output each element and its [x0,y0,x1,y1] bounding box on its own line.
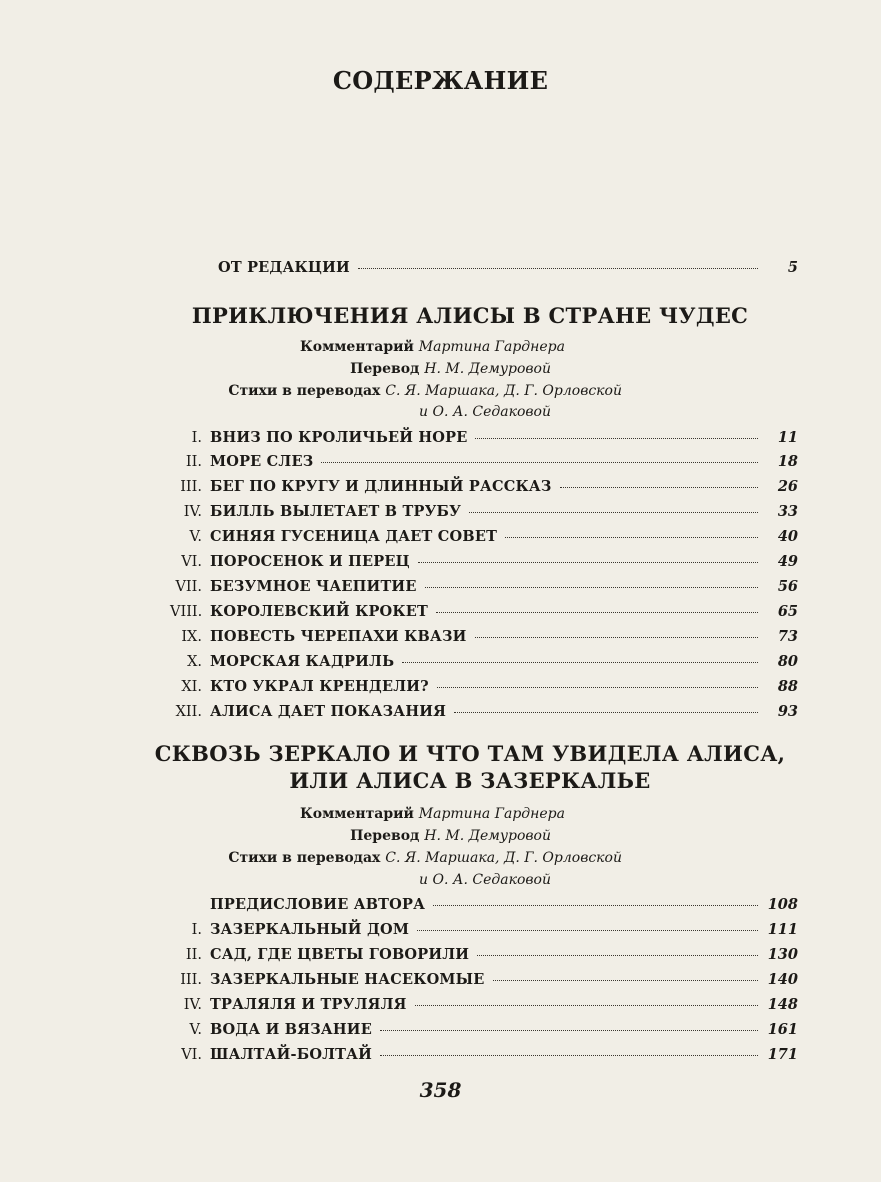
page-number: 358 [419,1078,462,1102]
part2-title-line2: ИЛИ АЛИСА В ЗАЗЕРКАЛЬЕ [289,768,651,793]
toc-entry: II. МОРЕ СЛЕЗ 18 [185,453,798,470]
toc-entry-editorial [218,259,798,276]
toc-entry: II. САД, ГДЕ ЦВЕТЫ ГОВОРИЛИ 130 [185,946,798,963]
toc-entry: III. ЗАЗЕРКАЛЬНЫЕ НАСЕКОМЫЕ 140 [180,971,798,988]
dot-leader [560,487,758,488]
part1-commentary-credit: Комментарий Мартина Гарднера [300,339,565,355]
dot-leader [418,562,758,563]
part2-title-line1: СКВОЗЬ ЗЕРКАЛО И ЧТО ТАМ УВИДЕЛА АЛИСА, [154,741,786,766]
part2-translation-credit: Перевод Н. М. Демуровой [350,828,551,844]
toc-entry: IV. ТРАЛЯЛЯ И ТРУЛЯЛЯ 148 [183,996,798,1013]
toc-entry: XI. КТО УКРАЛ КРЕНДЕЛИ? 88 [181,678,798,695]
dot-leader [425,587,758,588]
toc-entry: IX. ПОВЕСТЬ ЧЕРЕПАХИ КВАЗИ 73 [181,628,798,645]
part2-poems-credit-line2: и О. А. Седаковой [419,872,551,888]
dot-leader [321,462,758,463]
toc-entry: VI. ШАЛТАЙ-БОЛТАЙ 171 [181,1046,798,1063]
toc-entry: VI. ПОРОСЕНОК И ПЕРЕЦ 49 [181,553,798,570]
dot-leader [493,980,758,981]
toc-entry: IV. БИЛЛЬ ВЫЛЕТАЕТ В ТРУБУ 33 [183,503,798,520]
dot-leader [475,637,758,638]
dot-leader [454,712,758,713]
toc-entry-preface: ПРЕДИСЛОВИЕ АВТОРА 108 [210,896,798,913]
toc-entry: I. ВНИЗ ПО КРОЛИЧЬЕЙ НОРЕ 11 [191,429,798,446]
part2-commentary-credit: Комментарий Мартина Гарднера [300,806,565,822]
dot-leader [477,955,758,956]
part1-title: ПРИКЛЮЧЕНИЯ АЛИСЫ В СТРАНЕ ЧУДЕС [191,303,749,328]
toc-entry: V. ВОДА И ВЯЗАНИЕ 161 [189,1021,798,1038]
toc-title: ОТ РЕДАКЦИИ [218,259,350,276]
dot-leader [475,438,758,439]
dot-leader [380,1030,758,1031]
dot-leader [436,612,758,613]
dot-leader [415,1005,758,1006]
dot-leader [358,268,758,269]
toc-entry: XII. АЛИСА ДАЕТ ПОКАЗАНИЯ 93 [175,703,798,720]
part1-translation-credit: Перевод Н. М. Демуровой [350,361,551,377]
part1-poems-credit-line2: и О. А. Седаковой [419,404,551,420]
dot-leader [469,512,758,513]
dot-leader [402,662,758,663]
dot-leader [505,537,758,538]
toc-entry: V. СИНЯЯ ГУСЕНИЦА ДАЕТ СОВЕТ 40 [189,528,798,545]
toc-entry: VII. БЕЗУМНОЕ ЧАЕПИТИЕ 56 [175,578,798,595]
part1-poems-credit: Стихи в переводах С. Я. Маршака, Д. Г. Орловской [228,383,622,399]
toc-entry: VIII. КОРОЛЕВСКИЙ КРОКЕТ 65 [170,603,798,620]
toc-page: 5 [787,259,798,276]
dot-leader [433,905,758,906]
part2-poems-credit: Стихи в переводах С. Я. Маршака, Д. Г. Орловской [228,850,622,866]
page-title: СОДЕРЖАНИЕ [332,66,549,95]
dot-leader [417,930,758,931]
toc-entry: III. БЕГ ПО КРУГУ И ДЛИННЫЙ РАССКАЗ 26 [180,478,798,495]
dot-leader [437,687,758,688]
toc-entry: X. МОРСКАЯ КАДРИЛЬ 80 [187,653,798,670]
dot-leader [380,1055,758,1056]
toc-entry: I. ЗАЗЕРКАЛЬНЫЙ ДОМ 111 [191,921,798,938]
